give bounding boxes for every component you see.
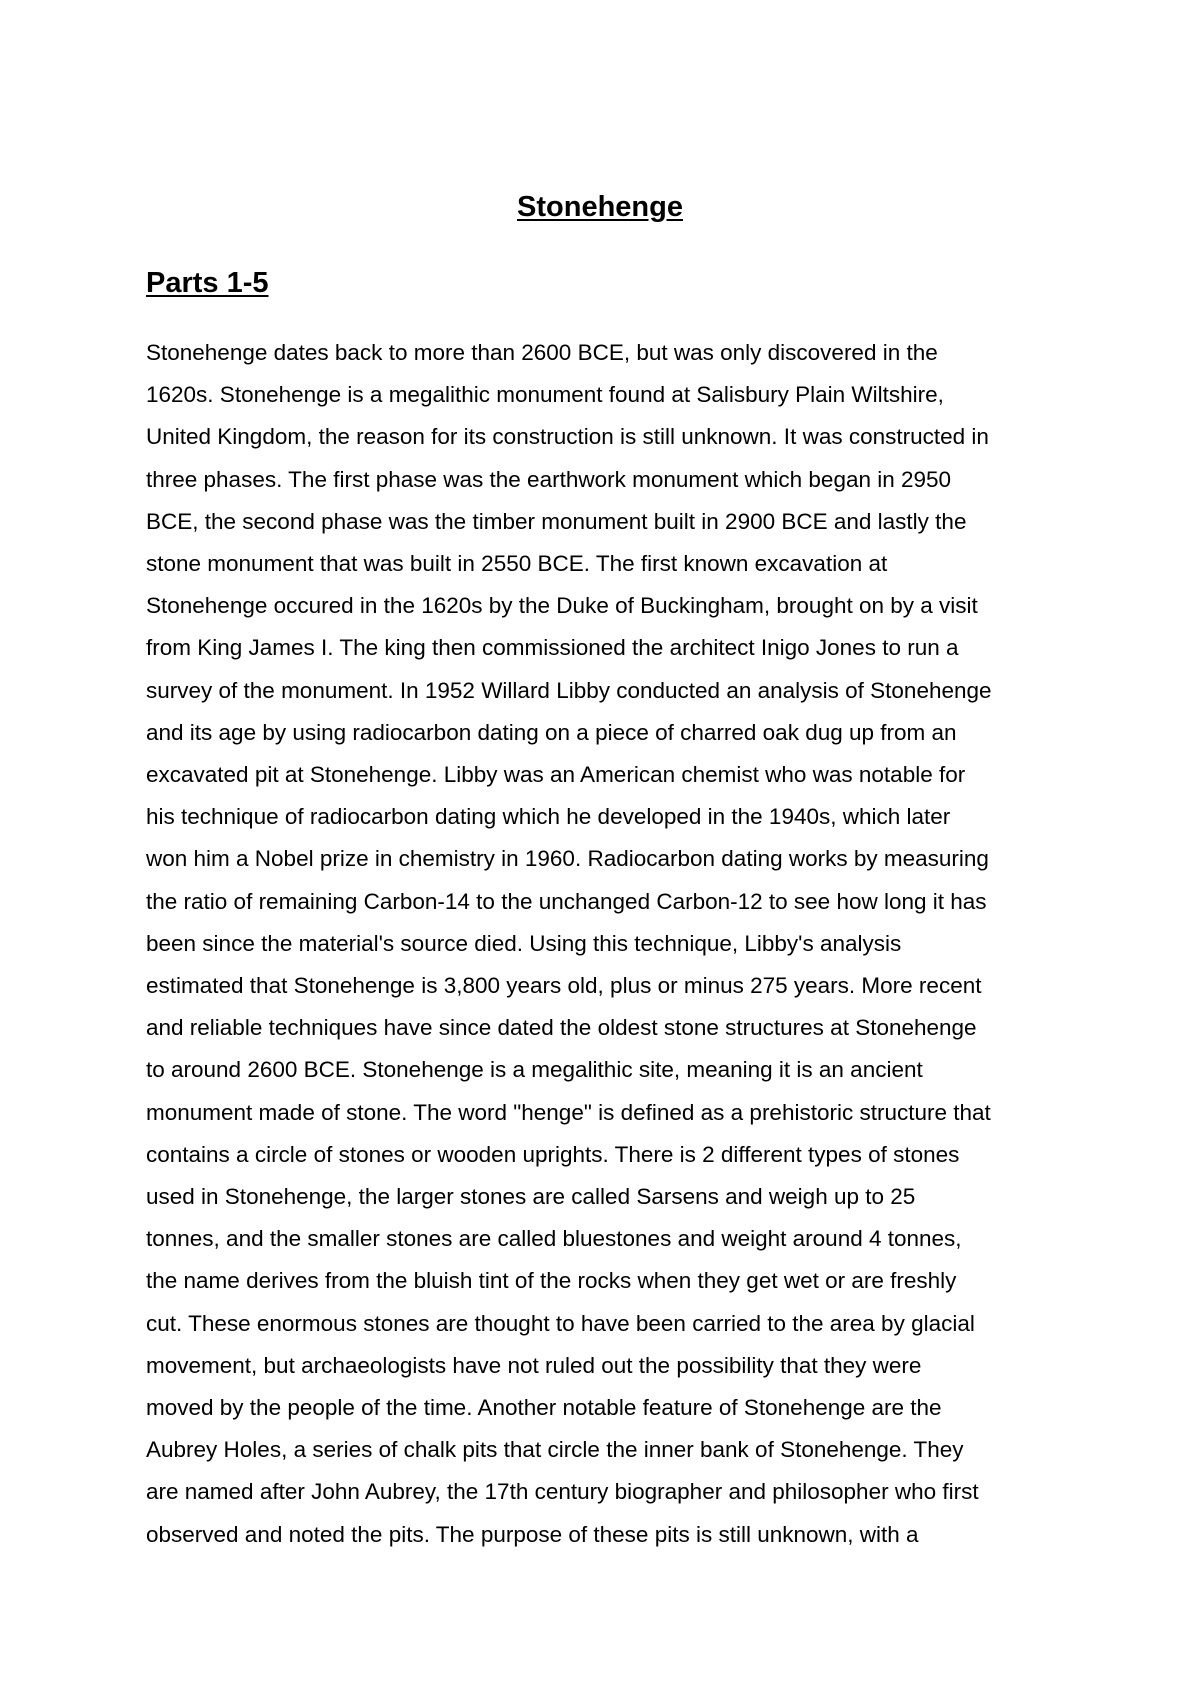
paragraph-line: moved by the people of the time. Another notable feature of Stonehenge are the bbox=[146, 1395, 942, 1421]
body-paragraph bbox=[146, 332, 1076, 1556]
paragraph-line: monument made of stone. The word "henge" is defined as a prehistoric structure that bbox=[146, 1099, 991, 1125]
document-title: Stonehenge bbox=[517, 191, 683, 223]
paragraph-line: to around 2600 BCE. Stonehenge is a megalithic site, meaning it is an ancient bbox=[146, 1057, 923, 1083]
paragraph-line: contains a circle of stones or wooden uprights. There is 2 different types of stones bbox=[146, 1141, 960, 1167]
paragraph-line: from King James I. The king then commissioned the architect Inigo Jones to run a bbox=[146, 635, 959, 661]
paragraph-line: observed and noted the pits. The purpose of these pits is still unknown, with a bbox=[146, 1521, 919, 1547]
paragraph-line: are named after John Aubrey, the 17th century biographer and philosopher who first bbox=[146, 1479, 979, 1505]
paragraph-line: cut. These enormous stones are thought to have been carried to the area by glacial bbox=[146, 1310, 975, 1336]
paragraph-line: been since the material's source died. Using this technique, Libby's analysis bbox=[146, 930, 902, 956]
paragraph-line: tonnes, and the smaller stones are called bluestones and weight around 4 tonnes, bbox=[146, 1226, 962, 1252]
paragraph-line: 1620s. Stonehenge is a megalithic monument found at Salisbury Plain Wiltshire, bbox=[146, 382, 944, 408]
paragraph-line: won him a Nobel prize in chemistry in 1960. Radiocarbon dating works by measuring bbox=[146, 846, 989, 872]
paragraph-line: his technique of radiocarbon dating which he developed in the 1940s, which later bbox=[146, 804, 951, 830]
paragraph-line: and its age by using radiocarbon dating on a piece of charred oak dug up from an bbox=[146, 719, 957, 745]
paragraph-line: United Kingdom, the reason for its construction is still unknown. It was constructed in bbox=[146, 424, 989, 450]
paragraph-line: used in Stonehenge, the larger stones are called Sarsens and weigh up to 25 bbox=[146, 1184, 916, 1210]
paragraph-line: the ratio of remaining Carbon-14 to the unchanged Carbon-12 to see how long it has bbox=[146, 888, 987, 914]
paragraph-line: the name derives from the bluish tint of the rocks when they get wet or are freshly bbox=[146, 1268, 957, 1294]
paragraph-line: BCE, the second phase was the timber monument built in 2900 BCE and lastly the bbox=[146, 508, 967, 534]
section-heading: Parts 1-5 bbox=[146, 267, 269, 299]
paragraph-line: stone monument that was built in 2550 BCE. The first known excavation at bbox=[146, 551, 888, 577]
paragraph-line: Stonehenge dates back to more than 2600 BCE, but was only discovered in the bbox=[146, 340, 938, 365]
paragraph-line: survey of the monument. In 1952 Willard Libby conducted an analysis of Stonehenge bbox=[146, 677, 992, 703]
paragraph-line: estimated that Stonehenge is 3,800 years old, plus or minus 275 years. More recent bbox=[146, 973, 982, 999]
paragraph-line: movement, but archaeologists have not ruled out the possibility that they were bbox=[146, 1352, 922, 1378]
paragraph-line: three phases. The first phase was the earthwork monument which began in 2950 bbox=[146, 466, 952, 492]
paragraph-line: excavated pit at Stonehenge. Libby was an American chemist who was notable for bbox=[146, 762, 966, 788]
paragraph-line: and reliable techniques have since dated the oldest stone structures at Stonehenge bbox=[146, 1015, 977, 1041]
paragraph-line: Stonehenge occured in the 1620s by the Duke of Buckingham, brought on by a visit bbox=[146, 593, 978, 619]
paragraph-line: Aubrey Holes, a series of chalk pits that circle the inner bank of Stonehenge. They bbox=[146, 1437, 964, 1463]
